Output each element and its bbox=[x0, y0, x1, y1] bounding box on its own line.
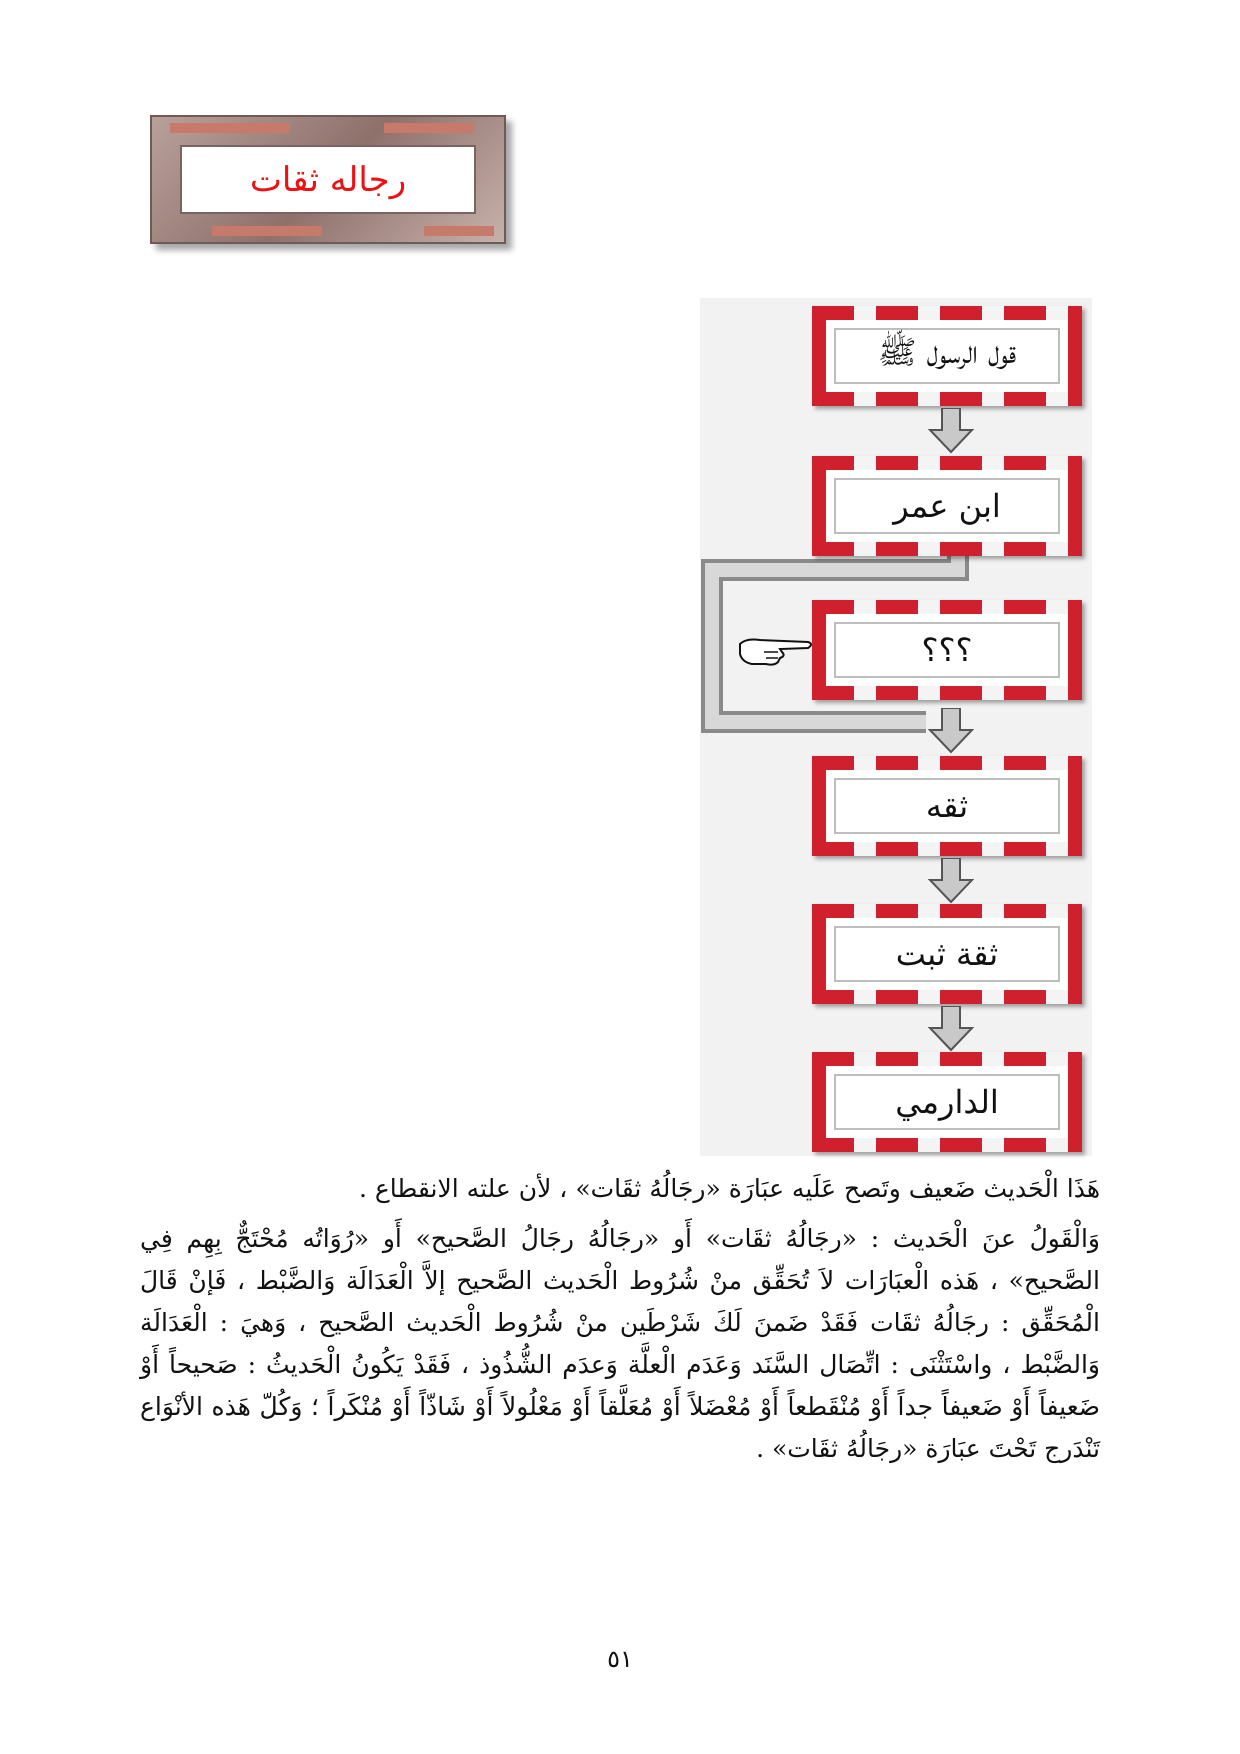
page-title: رجاله ثقات bbox=[180, 145, 476, 214]
arrow-down-icon bbox=[928, 1006, 974, 1052]
chain-box-thiqah bbox=[812, 756, 1082, 856]
chain-box-unknown bbox=[812, 600, 1082, 700]
chain-box-prophet bbox=[812, 306, 1082, 406]
chain-label: ؟؟؟ bbox=[834, 622, 1060, 678]
chain-box-darimi bbox=[812, 1052, 1082, 1152]
chain-label: قول الرسول ﷺ bbox=[834, 328, 1060, 384]
arrow-down-icon bbox=[928, 408, 974, 454]
arrow-down-icon bbox=[928, 708, 974, 754]
paragraph-2: وَالْقَولُ عنَ الْحَديث : «رجَالُهُ ثقَات» أَو «رجَالُهُ رجَالُ الصَّحيح» أَو «رُوَاتُه مُحْتَجٌّ بِهِم فِي الصَّحيح» ، هَذه الْعبَارَات لاَ تُحَقِّق منْ شُرُوط الْحَديث الصَّحيح إلاَّ الْعَدَالَة وَالضَّبْط ، فَإنْ قَالَ الْمُحَقِّق : رجَالُهُ ثقَات فَقَدْ ضَمنَ لَكَ شَرْطَين منْ شُرُوط الْحَديث الصَّحيح ، وَهيَ : الْعَدَالَة وَالضَّبْط ، واسْتَثْنَى : اتِّصَال السَّنَد وَعَدَم الْعلَّة وَعدَم الشُّذُوذ ، فَقَدْ يَكُونُ الْحَديثُ : صَحيحاً أَوْ ضَعيفاً أَوْ ضَعيفاً جداً أَوْ مُنْقَطعاً أَوْ مُعْضَلاً أَوْ مُعَلَّقاً أَوْ مَعْلُولاً أَوْ شَاذّاً أَوْ مُنْكَراً ؛ وَكُلّ هَذه الأنْوَاع تَنْدَرج تَحْتَ عبَارَة «رجَالُهُ ثقَات» . bbox=[140, 1224, 1100, 1463]
chain-label: ثقة ثبت bbox=[834, 926, 1060, 982]
chain-box-ibn-umar bbox=[812, 456, 1082, 556]
chain-label: ابن عمر bbox=[834, 478, 1060, 534]
chain-label: ثقه bbox=[834, 778, 1060, 834]
chain-box-thiqah-thabt bbox=[812, 904, 1082, 1004]
arrow-down-icon bbox=[928, 858, 974, 904]
paragraph-1: هَذَا الْحَديث ضَعيف وتَصح عَلَيه عبَارَة «رجَالُهُ ثقَات» ، لأن علته الانقطاع . bbox=[358, 1174, 1100, 1203]
chain-label: الدارمي bbox=[834, 1074, 1060, 1130]
title-frame bbox=[150, 115, 506, 244]
page-number: ٥١ bbox=[607, 1645, 633, 1673]
pointing-hand-icon bbox=[738, 636, 814, 668]
